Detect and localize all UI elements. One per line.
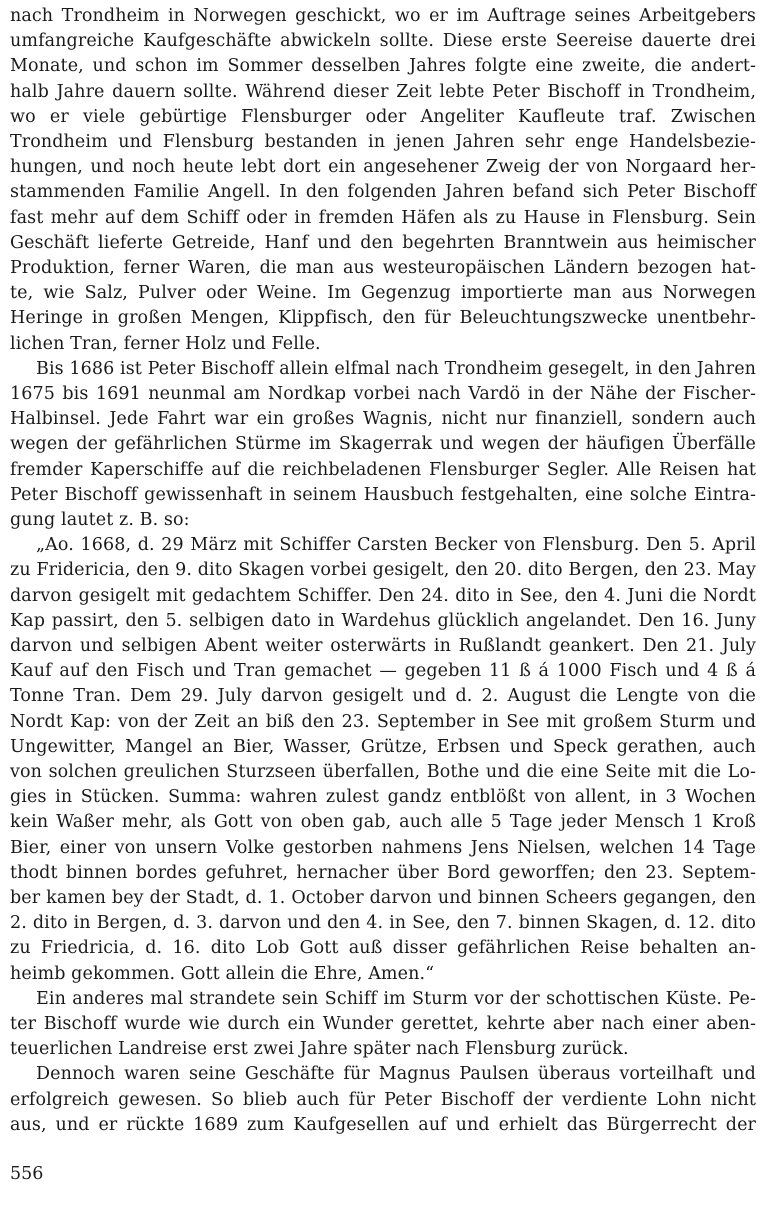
text-line: umfangreiche Kaufgeschäfte abwickeln sollte. Diese erste Seereise dauerte drei bbox=[10, 31, 756, 52]
quote-line: ber kamen bey der Stadt, d. 1. October darvon und binnen Scheers gegangen, den bbox=[10, 888, 756, 908]
text-line: halb Jahre dauern sollte. Während dieser Zeit lebte Peter Bischoff in Trondheim, bbox=[10, 81, 756, 102]
quote-line: darvon und selbigen Abent weiter osterwärts in Rußlandt geankert. Den 21. July bbox=[10, 636, 756, 656]
text-line: Halbinsel. Jede Fahrt war ein großes Wagnis, nicht nur finanziell, sondern auch bbox=[10, 409, 756, 430]
quote-line: 2. dito in Bergen, d. 3. darvon und den 4. in See, den 7. binnen Skagen, d. 12. dito bbox=[10, 913, 756, 934]
text-line: Peter Bischoff gewissenhaft in seinem Hausbuch festgehalten, eine solche Eintra- bbox=[10, 484, 756, 505]
quote-line: kein Waßer mehr, als Gott von oben gab, auch alle 5 Tage jeder Mensch 1 Kroß bbox=[10, 812, 756, 833]
quote-line: von solchen greulichen Sturzseen überfallen, Bothe und die eine Seite mit die Lo- bbox=[10, 762, 756, 782]
text-line: teuerlichen Landreise erst zwei Jahre später nach Flensburg zurück. bbox=[10, 1039, 629, 1060]
text-line: Ein anderes mal strandete sein Schiff im Sturm vor der schottischen Küste. Pe- bbox=[36, 988, 756, 1009]
text-line: ter Bischoff wurde wie durch ein Wunder gerettet, kehrte aber nach einer aben- bbox=[10, 1014, 756, 1034]
quote-line: Bier, einer von unsern Volke gestorben nahmens Jens Nielsen, welchen 14 Tage bbox=[10, 837, 756, 858]
quote-line: darvon gesigelt mit gedachtem Schiffer. Den 24. dito in See, den 4. Juni die Nordt bbox=[10, 585, 756, 606]
text-line: hungen, und noch heute lebt dort ein angesehener Zweig der von Norgaard her- bbox=[10, 157, 756, 178]
quote-line: Kap passirt, den 5. selbigen dato in Wardehus glücklich angelandet. Den 16. Juny bbox=[10, 610, 756, 631]
text-line: Bis 1686 ist Peter Bischoff allein elfmal nach Trondheim gesegelt, in den Jahren bbox=[36, 358, 757, 379]
text-line: fremder Kaperschiffe auf die reichbeladenen Flensburger Segler. Alle Reisen hat bbox=[10, 459, 756, 480]
text-line: stammenden Familie Angell. In den folgenden Jahren befand sich Peter Bischoff bbox=[10, 182, 756, 203]
text-line: fast mehr auf dem Schiff oder in fremden Häfen als zu Hause in Flensburg. Sein bbox=[10, 207, 756, 228]
quote-line: zu Friedricia, d. 16. dito Lob Gott auß disser gefährlichen Reise behalten an- bbox=[10, 938, 756, 959]
quote-line: „Ao. 1668, d. 29 März mit Schiffer Carsten Becker von Flensburg. Den 5. April bbox=[36, 535, 756, 556]
text-line: erfolgreich gewesen. So blieb auch für Peter Bischoff der verdiente Lohn nicht bbox=[10, 1089, 756, 1110]
text-line: Monate, und schon im Sommer desselben Jahres folgte eine zweite, die andert- bbox=[10, 56, 756, 77]
quote-line: thodt binnen bordes gefuhret, hernacher über Bord geworffen; den 23. Septem- bbox=[10, 862, 756, 883]
text-line: Geschäft lieferte Getreide, Hanf und den begehrten Branntwein aus heimischer bbox=[10, 232, 756, 253]
text-line: wo er viele gebürtige Flensburger oder Angeliter Kaufleute traf. Zwischen bbox=[10, 106, 756, 127]
quote-line: Ungewitter, Mangel an Bier, Wasser, Grütze, Erbsen und Speck gerathen, auch bbox=[10, 736, 756, 757]
quote-line: Nordt Kap: von der Zeit an biß den 23. September in See mit großem Sturm und bbox=[10, 711, 756, 732]
quote-line: heimb gekommen. Gott allein die Ehre, Amen.“ bbox=[10, 963, 435, 984]
quote-line: Kauf auf den Fisch und Tran gemachet — gegeben 11 ß á 1000 Fisch und 4 ß á bbox=[10, 661, 756, 682]
quote-line: Tonne Tran. Dem 29. July darvon gesigelt und d. 2. August die Lengte von die bbox=[10, 686, 756, 707]
text-line: aus, und er rückte 1689 zum Kaufgesellen auf und erhielt das Bürgerrecht der bbox=[10, 1114, 756, 1135]
text-line: Heringe in großen Mengen, Klippfisch, den für Beleuchtungszwecke unentbehr- bbox=[10, 308, 756, 329]
text-line: Trondheim und Flensburg bestanden in jenen Jahren sehr enge Handelsbezie- bbox=[10, 132, 756, 152]
text-line: wegen der gefährlichen Stürme im Skagerrak und wegen der häufigen Überfälle bbox=[10, 434, 756, 455]
text-line: lichen Tran, ferner Holz und Felle. bbox=[10, 333, 321, 354]
text-line: gung lautet z. B. so: bbox=[10, 510, 190, 530]
text-line: 1675 bis 1691 neunmal am Nordkap vorbei nach Vardö in der Nähe der Fischer- bbox=[10, 384, 756, 404]
quote-line: zu Fridericia, den 9. dito Skagen vorbei gesigelt, den 20. dito Bergen, den 23. May bbox=[10, 560, 756, 581]
text-line: Dennoch waren seine Geschäfte für Magnus Paulsen überaus vorteilhaft und bbox=[36, 1064, 756, 1085]
text-line: Produktion, ferner Waren, die man aus westeuropäischen Ländern bezogen hat- bbox=[10, 258, 756, 278]
quote-line: gies in Stücken. Summa: wahren zulest gandz entblößt von allent, in 3 Wochen bbox=[10, 787, 756, 808]
text-line: nach Trondheim in Norwegen geschickt, wo er im Auftrage seines Arbeitgebers bbox=[10, 6, 756, 26]
page-number: 556 bbox=[10, 1164, 44, 1184]
text-line: te, wie Salz, Pulver oder Weine. Im Gegenzug importierte man aus Norwegen bbox=[10, 283, 756, 304]
